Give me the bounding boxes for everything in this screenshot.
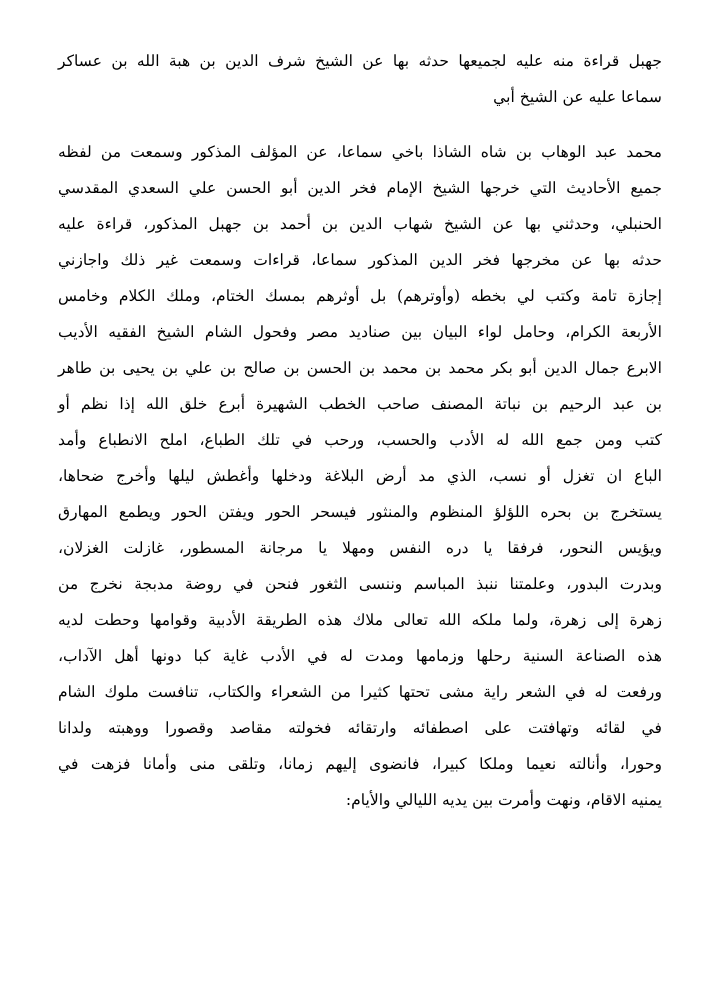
text-line: بن عبد الرحيم بن نباتة المصنف صاحب الخطب الشهيرة أبرع خلق الله إذا نظم أو	[58, 395, 662, 413]
text-line: إجازة تامة وكتب لي بخطه (وأوترهم) بل أوثرهم بمسك الختام، وملك الكلام وخامس	[58, 287, 662, 305]
text-line: هذه الصناعة السنية رحلها وزمامها ومدت له في الأدب غاية كبا دونها أهل الآداب،	[58, 647, 662, 665]
text-line: الباع ان تغزل أو نسب، الذي مد أرض البلاغة ودخلها وأغطش ليلها وأخرج ضحاها،	[58, 467, 662, 485]
paragraph-2	[58, 134, 662, 818]
text-line: سماعا عليه عن الشيخ أبي	[493, 88, 662, 106]
text-line: وبدرت البدور، وعلمتنا ننبذ المباسم وننسى الثغور فنحن في روضة مدبجة نخرج من	[58, 575, 662, 593]
text-line: الحنبلي، وحدثني بها عن الشيخ شهاب الدين بن أحمد بن جهبل المذكور، قراءة عليه	[58, 215, 662, 233]
text-line: كتب ومن جمع الله له الأدب والحسب، ورحب في تلك الطباع، املح الانطباع وأمد	[58, 431, 662, 449]
text-line: يستخرج بن بحره اللؤلؤ المنظوم والمنثور فيسحر الحور ويفتن الحور ويطمع المهارق	[58, 503, 662, 521]
text-line: الأربعة الكرام، وحامل لواء البيان بين صناديد مصر وفحول الشام الشيخ الفقيه الأديب	[58, 323, 662, 341]
text-line: وحورا، وأنالته نعيما وملكا كبيرا، فانضوى إليهم زمانا، وتلقى منى وأمانا فزهت في	[58, 755, 662, 773]
text-line: جهبل قراءة منه عليه لجميعها حدثه بها عن الشيخ شرف الدين بن هبة الله بن عساكر	[58, 52, 662, 70]
text-line: يمنيه الاقام، ونهت وأمرت بين يديه الليالي والأيام:	[345, 791, 662, 809]
text-line: حدثه بها عن مخرجها فخر الدين المذكور سماعا، قراءات وسمعت غير ذلك واجازني	[58, 251, 662, 269]
text-line: ورفعت له في الشعر راية مشى تحتها كثيرا من الشعراء والكتاب، تنافست ملوك الشام	[58, 683, 662, 701]
text-line: في لقائه وتهافتت على اصطفائه وارتقائه فخولته مقاصد وقصورا ووهبته ولدانا	[58, 719, 662, 737]
text-line: الابرع جمال الدين أبو بكر محمد بن محمد بن الحسن بن صالح بن علي بن يحيى بن طاهر	[58, 359, 662, 377]
text-line: زهرة إلى زهرة، ولما ملكه الله تعالى ملاك هذه الطريقة الأدبية وقوامها وحطت لديه	[58, 611, 662, 629]
paragraph-1	[58, 43, 662, 115]
text-line: ويؤيس النحور، فرفقا يا دره النفس ومهلا يا مرجانة المسطور، غازلت الغزلان،	[58, 539, 662, 557]
text-line: محمد عبد الوهاب بن شاه الشاذا باخي سماعا، عن المؤلف المذكور وسمعت من لفظه	[58, 143, 662, 161]
text-line: جميع الأحاديث التي خرجها الشيخ الإمام فخر الدين أبو الحسن علي السعدي المقدسي	[58, 179, 662, 197]
